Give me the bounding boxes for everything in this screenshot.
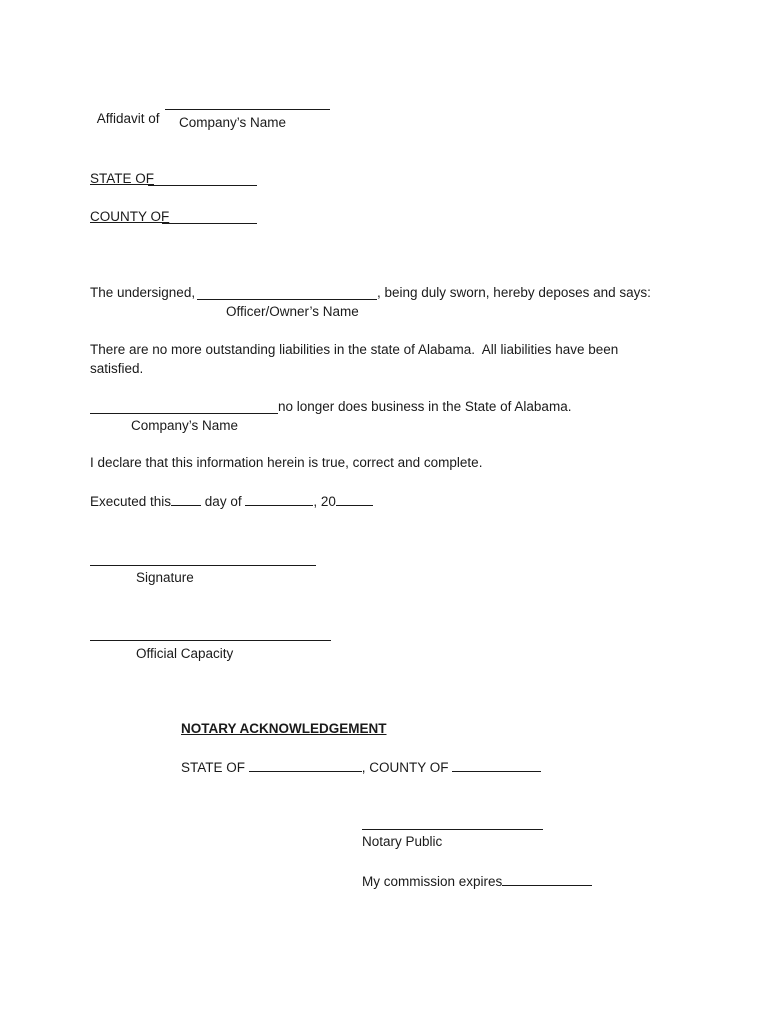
declaration-text: I declare that this information herein is true, correct and complete. <box>90 455 483 470</box>
notary-county-label: , COUNTY OF <box>361 760 453 775</box>
capacity-blank[interactable] <box>90 640 331 641</box>
executed-day-word: day of <box>201 494 246 509</box>
commission-blank[interactable] <box>502 873 592 886</box>
business-company-blank[interactable] <box>90 413 278 414</box>
business-text: no longer does business in the State of Alabama. <box>278 399 572 414</box>
executed-year-prefix: , 20 <box>313 494 336 509</box>
state-blank[interactable] <box>148 185 257 186</box>
county-blank[interactable] <box>162 223 257 224</box>
executed-line <box>90 493 373 510</box>
liabilities-line-1: There are no more outstanding liabilities in the state of Alabama. All liabilities have been <box>90 342 619 357</box>
month-blank[interactable] <box>245 493 313 506</box>
notary-state-county-line <box>181 759 541 776</box>
notary-state-blank[interactable] <box>249 759 362 772</box>
officer-name-blank[interactable] <box>197 299 377 300</box>
affidavit-line <box>90 95 160 127</box>
notary-county-blank[interactable] <box>452 759 541 772</box>
company-name-caption: Company’s Name <box>179 115 287 130</box>
undersigned-prefix: The undersigned, <box>90 285 196 300</box>
commission-line <box>362 873 592 890</box>
county-label: COUNTY OF <box>90 209 170 224</box>
notary-signature-blank[interactable] <box>362 829 543 830</box>
undersigned-suffix: , being duly sworn, hereby deposes and says: <box>377 285 651 300</box>
year-blank[interactable] <box>336 493 373 506</box>
signature-blank[interactable] <box>90 565 316 566</box>
executed-prefix: Executed this <box>90 494 172 509</box>
commission-label: My commission expires <box>362 874 503 889</box>
notary-state-label: STATE OF <box>181 760 249 775</box>
affidavit-label: Affidavit of <box>96 111 160 126</box>
signature-caption: Signature <box>136 570 194 585</box>
notary-heading: NOTARY ACKNOWLEDGEMENT <box>181 721 387 736</box>
company-name-blank[interactable] <box>165 109 330 110</box>
business-company-caption: Company’s Name <box>131 418 239 433</box>
day-blank[interactable] <box>171 493 201 506</box>
officer-name-caption: Officer/Owner’s Name <box>226 304 359 319</box>
state-label: STATE OF <box>90 171 154 186</box>
liabilities-line-2: satisfied. <box>90 361 144 376</box>
notary-public-caption: Notary Public <box>362 834 443 849</box>
capacity-caption: Official Capacity <box>136 646 234 661</box>
